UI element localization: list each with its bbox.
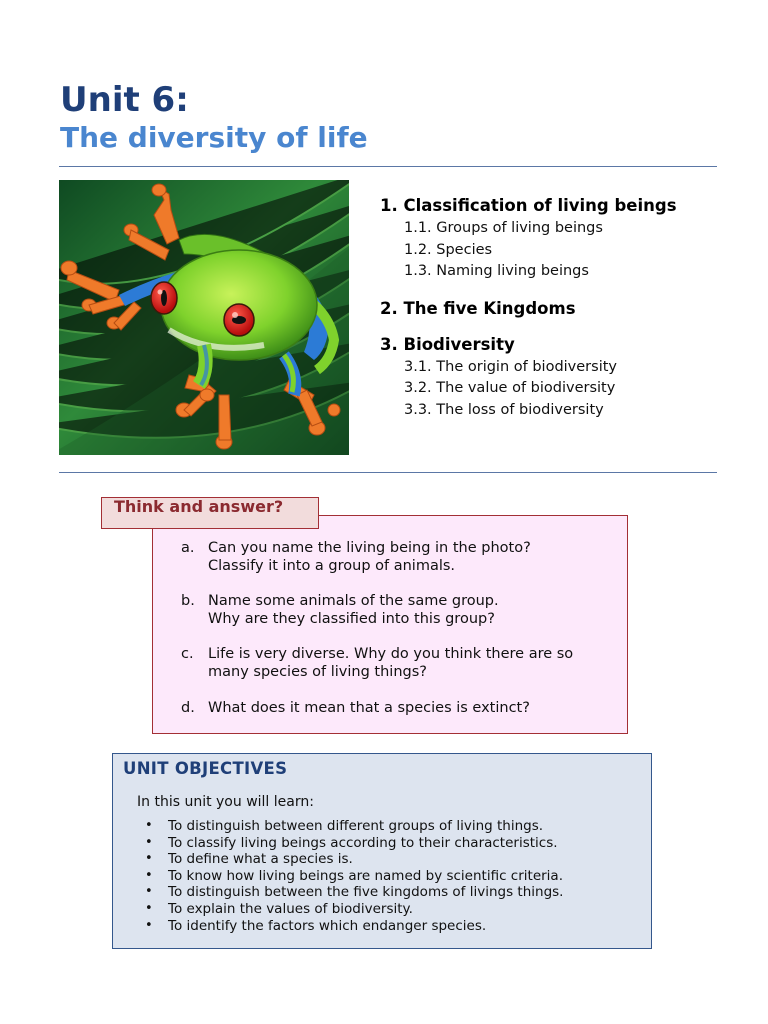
- toc-subsection: 3.3. The loss of biodiversity: [404, 401, 604, 418]
- unit-objectives-box: [112, 753, 652, 949]
- toc-section-2: 2. The five Kingdoms: [380, 298, 576, 318]
- question-line: many species of living things?: [208, 664, 427, 680]
- objectives-intro: In this unit you will learn:: [137, 794, 314, 810]
- middle-divider: [59, 472, 717, 473]
- objective-item: • To know how living beings are named by scientific criteria.: [143, 868, 563, 885]
- question-text: [208, 645, 628, 681]
- unit-number: Unit 6:: [60, 80, 189, 120]
- question-line: Classify it into a group of animals.: [208, 558, 456, 574]
- question-letter: d.: [181, 700, 195, 716]
- question-letter: a.: [181, 540, 195, 556]
- objectives-list: [143, 818, 563, 934]
- question-text: [208, 592, 628, 628]
- objective-item: • To distinguish between the five kingdoms of livings things.: [143, 884, 563, 901]
- table-of-contents: [380, 194, 740, 421]
- objective-item: • To explain the values of biodiversity.: [143, 901, 563, 918]
- toc-subsection: 1.2. Species: [404, 241, 493, 258]
- objective-item: • To identify the factors which endanger species.: [143, 918, 563, 935]
- question-letter: b.: [181, 593, 195, 609]
- toc-subsection: 3.1. The origin of biodiversity: [404, 358, 617, 375]
- toc-subsection: 1.1. Groups of living beings: [404, 220, 603, 236]
- question-text: [208, 699, 628, 717]
- think-and-answer-label: [101, 497, 319, 529]
- objective-item: • To classify living beings according to their characteristics.: [143, 835, 563, 852]
- objective-item: • To distinguish between different groups of living things.: [143, 818, 563, 835]
- question-text: [208, 539, 628, 575]
- think-label-text: Think and answer?: [114, 497, 284, 516]
- question-line: Can you name the living being in the photo?: [208, 540, 531, 556]
- toc-section-1: 1. Classification of living beings: [380, 196, 677, 215]
- question-line: Why are they classified into this group?: [208, 611, 495, 627]
- objectives-title: UNIT OBJECTIVES: [123, 759, 288, 778]
- frog-photo: [59, 180, 349, 455]
- toc-subsection: 1.3. Naming living beings: [404, 263, 589, 279]
- objective-item: • To define what a species is.: [143, 851, 563, 868]
- question-line: What does it mean that a species is extinct?: [208, 700, 530, 716]
- toc-section-3: 3. Biodiversity: [380, 334, 515, 354]
- think-questions-box: [152, 515, 628, 734]
- question-line: Name some animals of the same group.: [208, 593, 499, 609]
- top-divider: [59, 166, 717, 167]
- unit-title: The diversity of life: [60, 121, 368, 154]
- question-letter: c.: [181, 646, 194, 662]
- toc-subsection: 3.2. The value of biodiversity: [404, 380, 616, 396]
- question-line: Life is very diverse. Why do you think there are so: [208, 646, 574, 662]
